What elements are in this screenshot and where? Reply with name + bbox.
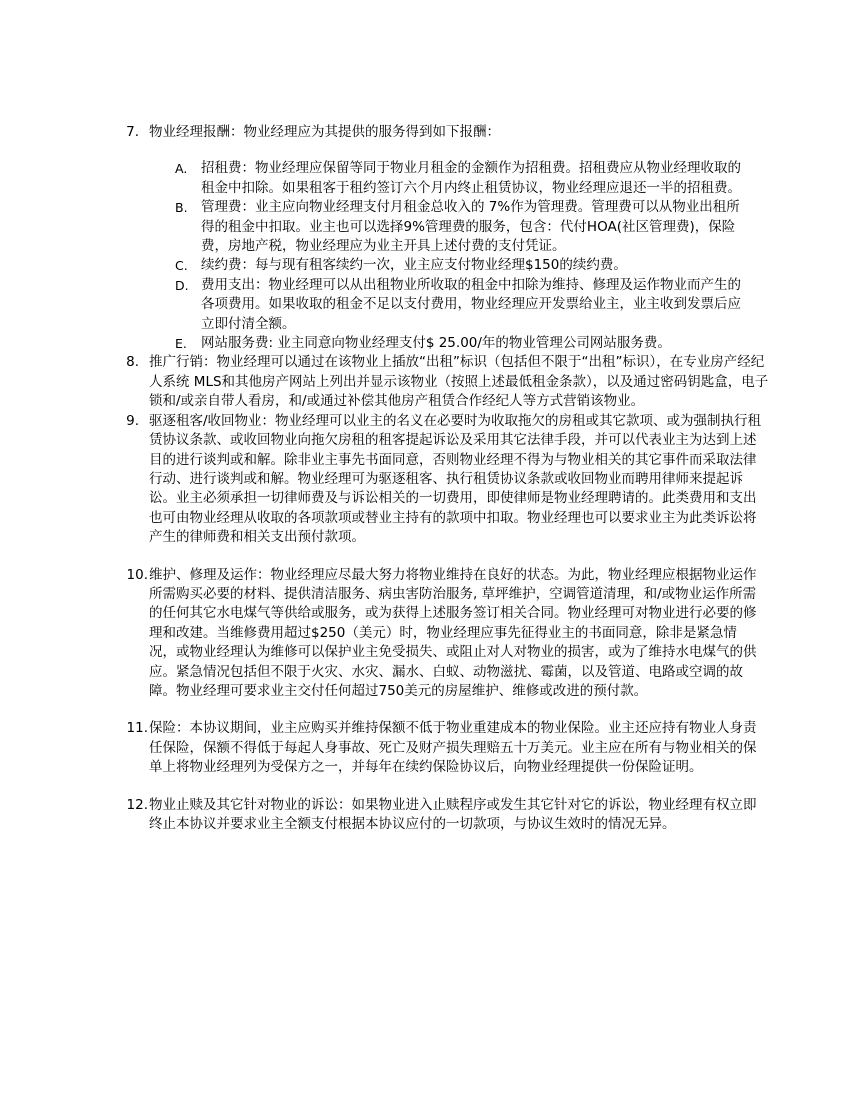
section-text: 保险：本协议期间，业主应购买并维持保额不低于物业重建成本的物业保险。业主还应持有物业人身责任保险，保额不得低于每起人身事故、死亡及财产损失理赔五十万美元。业主应在所有与物业相关的保单上将物业经理列为受保方之一，并每年在续约保险协议后，向物业经理提供一份保险证明。 (149, 720, 757, 776)
section-10 (0, 566, 850, 702)
item-text: 招租费：物业经理应保留等同于物业月租金的金额作为招租费。招租费应从物业经理收取的租金中扣除。如果租客于租约签订六个月内终止租赁协议，物业经理应退还一半的招租费。 (201, 160, 741, 196)
section-9 (0, 412, 850, 548)
item-letter: C. (175, 258, 188, 274)
item-text: 网站服务费: 业主同意向物业经理支付$ 25.00/年的物业管理公司网站服务费。 (201, 335, 671, 352)
compensation-item-d (0, 276, 850, 334)
section-text: 维护、修理及运作：物业经理应尽最大努力将物业维持在良好的状态。为此，物业经理应根据物业运作所需购买必要的材料、提供清洁服务、病虫害防治服务, 草坪维护，空调管道清理，和/或物业运作所需的任何其它水电煤气等供给或服务，或为获得上述服务签订相关合同。物业经理可对物业进行必要的修理和改建。当维修费用超过$250（美元）时，物业经理应事先征得业主的书面同意，除非是紧急情况，或物业经理认为维修可以保护业主免受损失、或阻止对人对物业的损害，或为了维持水电煤气的供应。紧急情况包括但不限于火灾、水灾、漏水、白蚁、动物滋扰、霉菌，以及管道、电路或空调的故障。物业经理可要求业主交付任何超过750美元的房屋维护、维修或改进的预付款。 (149, 566, 757, 699)
section-text: 物业止赎及其它针对物业的诉讼：如果物业进入止赎程序或发生其它针对它的诉讼，物业经理有权立即终止本协议并要求业主全额支付根据本协议应付的一切款项，与协议生效时的情况无异。 (149, 796, 757, 832)
section-11 (0, 719, 850, 777)
section-gap (0, 701, 850, 719)
section-number: 8. (126, 354, 139, 371)
section-8 (0, 353, 850, 411)
section-text: 驱逐租客/收回物业：物业经理可以业主的名义在必要时为收取拖欠的房租或其它款项、或为强制执行租赁协议条款、或收回物业向拖欠房租的租客提起诉讼及采用其它法律手段，并可以代表业主为达到上述目的进行谈判或和解。除非业主事先书面同意，否则物业经理不得为与物业相关的其它事件而采取法律行动、进行谈判或和解。物业经理可为驱逐租客、执行租赁协议条款或收回物业而聘用律师来提起诉讼。业主必须承担一切律师费及与诉讼相关的一切费用，即使律师是物业经理聘请的。此类费用和支出也可由物业经理从收取的各项款项或替业主持有的款项中扣取。物业经理也可以要求业主为此类诉讼将产生的律师费和相关支出预付款项。 (149, 412, 762, 546)
compensation-list (0, 159, 850, 353)
section-number: 12. (126, 796, 148, 813)
section-number: 10. (126, 566, 148, 583)
compensation-item-b (0, 198, 850, 256)
item-text: 费用支出：物业经理可以从出租物业所收取的租金中扣除为维持、修理及运作物业而产生的各项费用。如果收取的租金不足以支付费用，物业经理应开发票给业主，业主收到发票后应立即付清全额。 (201, 276, 741, 332)
section-gap (0, 548, 850, 566)
item-letter: E. (175, 336, 187, 352)
section-text: 物业经理报酬：物业经理应为其提供的服务得到如下报酬： (149, 124, 500, 140)
section-number: 9. (126, 412, 139, 429)
contract-body (0, 123, 850, 834)
section-gap (0, 778, 850, 796)
compensation-item-c (0, 256, 850, 275)
section-number: 7. (126, 124, 139, 140)
compensation-item-a (0, 159, 850, 198)
section-12 (0, 796, 850, 835)
section-number: 11. (126, 720, 148, 737)
section-7 (0, 123, 850, 142)
item-letter: A. (175, 161, 188, 177)
item-letter: D. (175, 277, 189, 293)
item-letter: B. (175, 200, 188, 216)
item-text: 管理费：业主应向物业经理支付月租金总收入的 7%作为管理费。管理费可以从物业出租所得的租金中扣取。业主也可以选择9%管理费的服务，包含：代付HOA(社区管理费)，保险费，房地产税，物业经理应为业主开具上述付费的支付凭证。 (201, 199, 740, 255)
section-text: 推广行销：物业经理可以通过在该物业上插放“出租”标识（包括但不限于“出租”标识），在专业房产经纪人系统 MLS和其他房产网站上列出并显示该物业（按照上述最低租金条款），以及通过密码钥匙盒，电子锁和/或亲自带人看房，和/或通过补偿其他房产租赁合作经纪人等方式营销该物业。 (149, 354, 769, 410)
compensation-item-e (0, 334, 850, 353)
item-text: 续约费：每与现有租客续约一次，业主应支付物业经理$150的续约费。 (201, 257, 627, 274)
